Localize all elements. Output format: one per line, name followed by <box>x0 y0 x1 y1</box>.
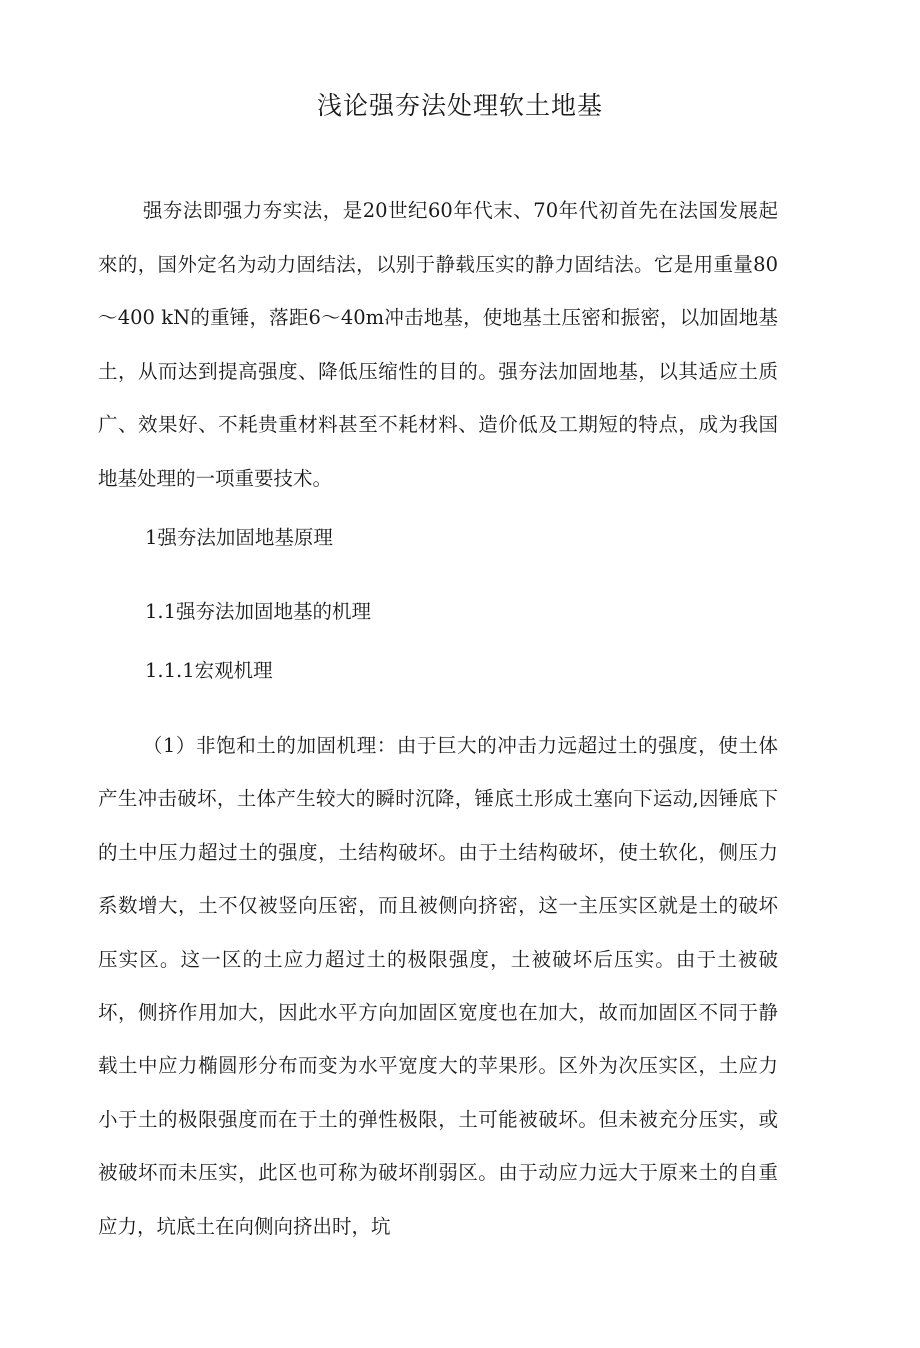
section-heading-1-1: 1.1强夯法加固地基的机理 <box>145 600 372 623</box>
section-heading-1-1-1: 1.1.1宏观机理 <box>145 659 273 682</box>
section-heading-1: 1强夯法加固地基原理 <box>145 526 333 549</box>
document-title: 浅论强夯法处理软土地基 <box>316 91 603 120</box>
mechanism-paragraph: （1）非饱和土的加固机理：由于巨大的冲击力远超过土的强度，使土体产生冲击破坏，土体产生较大的瞬时沉降，锤底土形成土塞向下运动,因锤底下的土中压力超过土的强度，土结构破坏。由于土结构破坏，使土软化，侧压力系数增大，土不仅被竖向压密，而且被侧向挤密，这一主压实区就是土的破坏压实区。这一区的土应力超过土的极限强度，土被破坏后压实。由于土被破坏，侧挤作用加大，因此水平方向加固区宽度也在加大，故而加固区不同于静载土中应力椭圆形分布而变为水平宽度大的苹果形。区外为次压实区，土应力小于土的极限强度而在于土的弹性极限，土可能被破坏。但未被充分压实，或被破坏而未压实，此区也可称为破坏削弱区。由于动应力远大于原来土的自重应力，坑底土在向侧向挤出时，坑 <box>98 734 778 1238</box>
intro-paragraph: 强夯法即强力夯实法，是20世纪60年代末、70年代初首先在法国发展起來的，国外定名为动力固结法，以别于静载压实的静力固结法。它是用重量80～400 kN的重锤，落距6～40m冲击地基，使地基土压密和振密，以加固地基土，从而达到提高强度、降低压缩性的目的。强夯法加固地基，以其适应土质广、效果好、不耗贵重材料甚至不耗材料、造价低及工期短的特点，成为我国地基处理的一项重要技术。 <box>98 199 778 490</box>
